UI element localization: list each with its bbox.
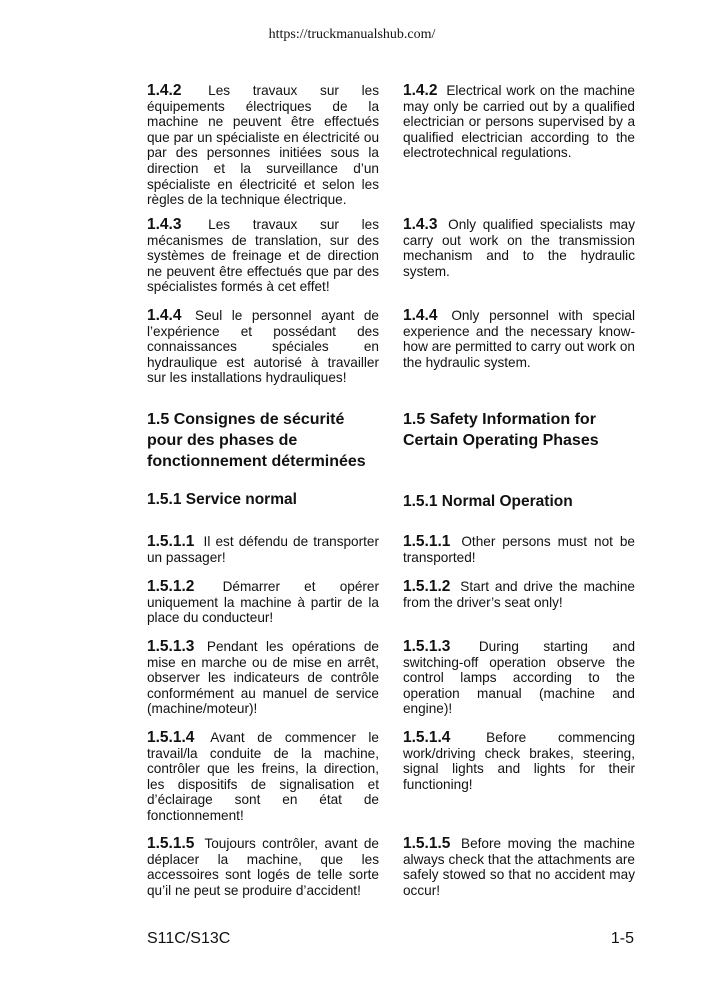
en-number-1-4-4: 1.4.4 bbox=[403, 307, 438, 324]
fr-text-1-5-1-4: Avant de commencer le travail/la conduite de la machine, contrôler que les freins, la direction, les dispositifs de signalisation et d’éclairage sont en état de fonctionnement! bbox=[147, 730, 379, 823]
en-section-1-5-heading: 1.5 Safety Information for Certain Operating Phases bbox=[403, 411, 599, 449]
fr-number-1-4-3: 1.4.3 bbox=[147, 216, 182, 233]
en-number-1-5-1-4: 1.5.1.4 bbox=[403, 729, 451, 746]
en-text-1-5-1-1: Other persons must not be transported! bbox=[403, 534, 635, 565]
fr-paragraph-1-4-3 bbox=[147, 217, 379, 295]
fr-text-1-5-1-1: Il est défendu de transporter un passager! bbox=[147, 534, 379, 565]
en-text-1-5-1-5: Before moving the machine always check that the attachments are safely stowed so that no accident may occur! bbox=[403, 836, 635, 898]
fr-text-1-5-1-3: Pendant les opérations de mise en marche ou de mise en arrêt, observer les indicateurs de contrôle conformément au manuel de service (machine/moteur)! bbox=[147, 639, 379, 717]
en-text-1-4-3: Only qualified specialists may carry out work on the transmission mechanism and to the hydraulic system. bbox=[403, 217, 635, 279]
fr-number-1-5-1-2: 1.5.1.2 bbox=[147, 578, 195, 595]
en-text-1-5-1-2: Start and drive the machine from the driver’s seat only! bbox=[403, 579, 635, 610]
en-section-1-5-1-heading: 1.5.1 Normal Operation bbox=[403, 493, 573, 510]
fr-text-1-4-2: Les travaux sur les équipements électriques de la machine ne peuvent être effectués que par un spécialiste en électricité ou par des personnes initiées sous la direction et la surveillance d’un spécialiste en électricité et selon les règles de la technique électrique. bbox=[147, 83, 379, 208]
fr-text-1-5-1-5: Toujours contrôler, avant de déplacer la machine, que les accessoires sont logés de telle sorte qu’il ne peut se produire d’accident! bbox=[147, 836, 379, 898]
en-text-1-4-2: Electrical work on the machine may only be carried out by a qualified electrician or persons supervised by a qualified electrician according to the electrotechnical regulations. bbox=[403, 83, 635, 161]
en-paragraph-1-4-2 bbox=[403, 83, 635, 161]
fr-number-1-5-1-3: 1.5.1.3 bbox=[147, 638, 195, 655]
fr-section-1-5-heading: 1.5 Consignes de sécurité pour des phases de fonctionnement déterminées bbox=[147, 411, 366, 470]
fr-section-1-5-1-heading: 1.5.1 Service normal bbox=[147, 491, 297, 508]
fr-number-1-4-2: 1.4.2 bbox=[147, 82, 182, 99]
en-paragraph-1-4-3 bbox=[403, 217, 635, 279]
en-number-1-5-1-3: 1.5.1.3 bbox=[403, 638, 451, 655]
fr-text-1-5-1-2: Démarrer et opérer uniquement la machine à partir de la place du conducteur! bbox=[147, 579, 379, 626]
en-number-1-5-1-5: 1.5.1.5 bbox=[403, 835, 451, 852]
en-text-1-5-1-4: Before commencing work/driving check brakes, steering, signal lights and lights for their functioning! bbox=[403, 730, 636, 792]
fr-paragraph-1-5-1-3 bbox=[147, 639, 379, 717]
footer-page-number: 1-5 bbox=[610, 930, 634, 947]
en-paragraph-1-4-4 bbox=[403, 308, 635, 370]
fr-paragraph-1-5-1-1 bbox=[147, 534, 379, 565]
fr-text-1-4-3: Les travaux sur les mécanismes de translation, sur des systèmes de freinage et de direction ne peuvent être effectués que par des spécialistes formés à cet effet! bbox=[147, 217, 379, 295]
en-paragraph-1-5-1-2 bbox=[403, 579, 635, 610]
en-number-1-4-2: 1.4.2 bbox=[403, 82, 438, 99]
fr-paragraph-1-4-2 bbox=[147, 83, 379, 208]
fr-paragraph-1-5-1-2 bbox=[147, 579, 379, 626]
en-number-1-5-1-1: 1.5.1.1 bbox=[403, 533, 451, 550]
en-number-1-4-3: 1.4.3 bbox=[403, 216, 438, 233]
en-paragraph-1-5-1-4 bbox=[403, 730, 635, 792]
fr-number-1-5-1-1: 1.5.1.1 bbox=[147, 533, 195, 550]
source-url: https://truckmanualshub.com/ bbox=[268, 27, 436, 42]
en-paragraph-1-5-1-3 bbox=[403, 639, 635, 717]
fr-number-1-5-1-4: 1.5.1.4 bbox=[147, 729, 195, 746]
fr-number-1-5-1-5: 1.5.1.5 bbox=[147, 835, 195, 852]
en-text-1-4-4: Only personnel with special experience and the necessary know-how are permitted to carry out work on the hydraulic system. bbox=[403, 308, 635, 370]
fr-paragraph-1-5-1-5 bbox=[147, 836, 379, 898]
fr-text-1-4-4: Seul le personnel ayant de l’expérience et possédant des connaissances spéciales en hydraulique est autorisé à travailler sur les installations hydrauliques! bbox=[147, 308, 379, 386]
en-text-1-5-1-3: During starting and switching-off operation observe the control lamps according to the operation manual (machine and engine)! bbox=[403, 639, 636, 717]
en-number-1-5-1-2: 1.5.1.2 bbox=[403, 578, 451, 595]
fr-paragraph-1-5-1-4 bbox=[147, 730, 379, 824]
en-paragraph-1-5-1-5 bbox=[403, 836, 635, 898]
fr-number-1-4-4: 1.4.4 bbox=[147, 307, 182, 324]
fr-paragraph-1-4-4 bbox=[147, 308, 379, 386]
footer-model: S11C/S13C bbox=[147, 930, 231, 947]
en-paragraph-1-5-1-1 bbox=[403, 534, 635, 565]
